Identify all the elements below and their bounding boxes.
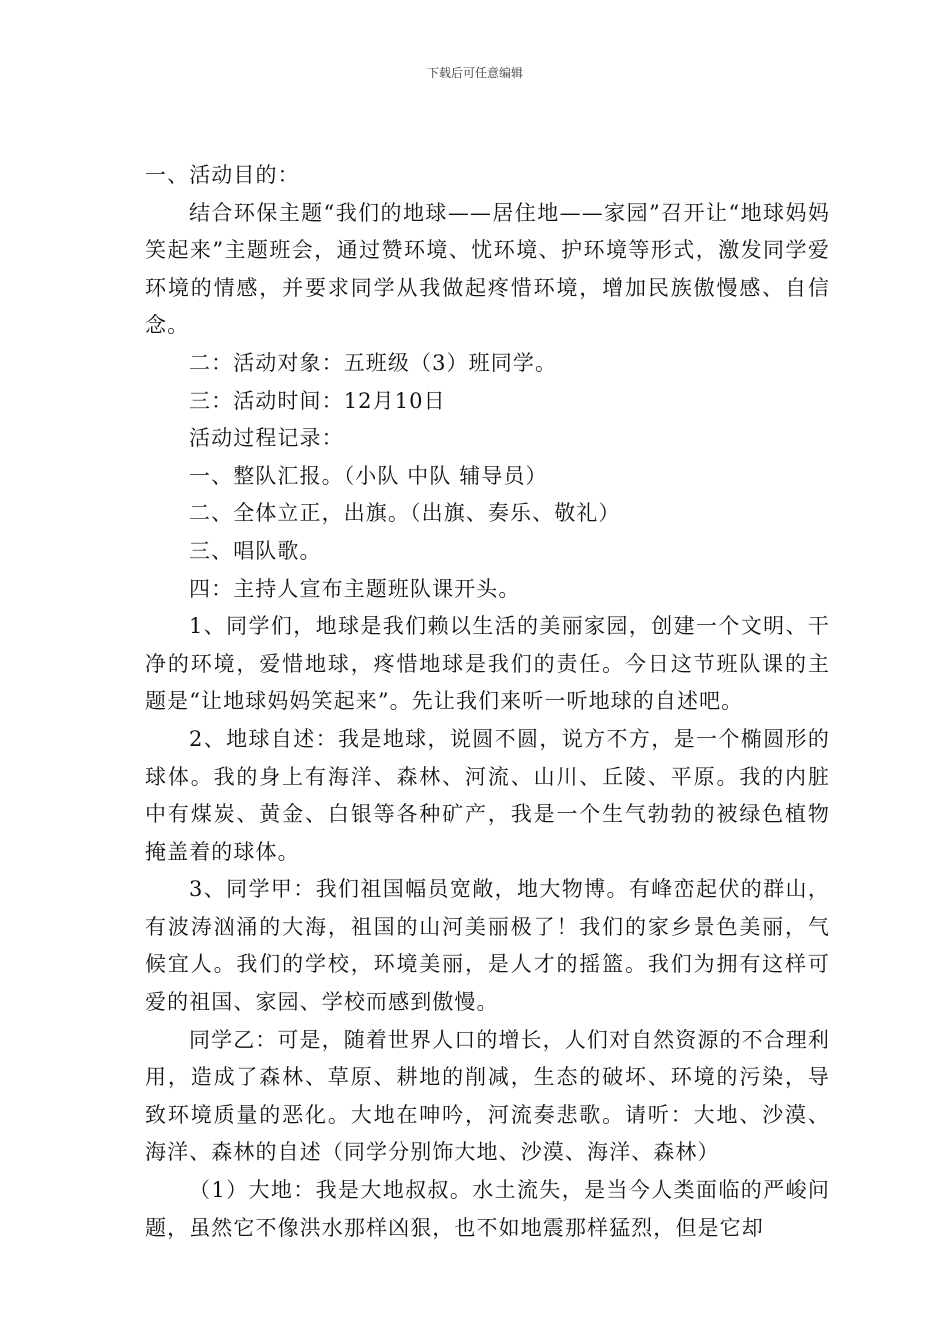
- paragraph-purpose: 结合环保主题“我们的地球——居住地——家园”召开让“地球妈妈笑起来”主题班会，通过赞环境、忧环境、护环境等形式，激发同学爱环境的情感，并要求同学从我做起疼惜环境，增加民族傲慢感、自信念。: [145, 200, 830, 338]
- document-body: [145, 157, 830, 1247]
- section-heading-purpose: 一、活动目的：: [145, 163, 300, 187]
- paragraph-participants: 二：活动对象：五班级（3）班同学。: [189, 350, 558, 375]
- process-step-3: 三、唱队歌。: [189, 538, 322, 563]
- paragraph-student-b: 同学乙：可是，随着世界人口的增长，人们对自然资源的不合理利用，造成了森林、草原、耕地的削减，生态的破坏、环境的污染，导致环境质量的恶化。大地在呻吟，河流奏悲歌。请听：大地、沙漠、海洋、森林的自述（同学分别饰大地、沙漠、海洋、森林）: [145, 1027, 830, 1165]
- section-heading-process: 活动过程记录：: [189, 426, 344, 451]
- paragraph-student-a: 3、同学甲：我们祖国幅员宽敞，地大物博。有峰峦起伏的群山，有波涛汹涌的大海，祖国的山河美丽极了！我们的家乡景色美丽，气候宜人。我们的学校，环境美丽，是人才的摇篮。我们为拥有这样可爱的祖国、家园、学校而感到傲慢。: [145, 877, 830, 1015]
- paragraph-earth-uncle: （1）大地：我是大地叔叔。水土流失，是当今人类面临的严峻问题，虽然它不像洪水那样凶狠，也不如地震那样猛烈，但是它却: [145, 1178, 830, 1240]
- process-step-1: 一、整队汇报。（小队 中队 辅导员）: [189, 463, 548, 488]
- paragraph-host-intro: 1、同学们，地球是我们赖以生活的美丽家园，创建一个文明、干净的环境，爱惜地球，疼惜地球是我们的责任。今日这节班队课的主题是“让地球妈妈笑起来”。先让我们来听一听地球的自述吧。: [145, 614, 830, 714]
- process-step-4: 四：主持人宣布主题班队课开头。: [189, 576, 521, 601]
- page-header-note: 下载后可任意编辑: [426, 66, 523, 80]
- paragraph-earth-self-statement: 2、地球自述：我是地球，说圆不圆，说方不方，是一个椭圆形的球体。我的身上有海洋、森林、河流、山川、丘陵、平原。我的内脏中有煤炭、黄金、白银等各种矿产，我是一个生气勃勃的被绿色植物掩盖着的球体。: [145, 726, 830, 864]
- paragraph-time: 三：活动时间：12月10日: [189, 388, 446, 413]
- process-step-2: 二、全体立正，出旗。（出旗、奏乐、敬礼）: [189, 501, 621, 526]
